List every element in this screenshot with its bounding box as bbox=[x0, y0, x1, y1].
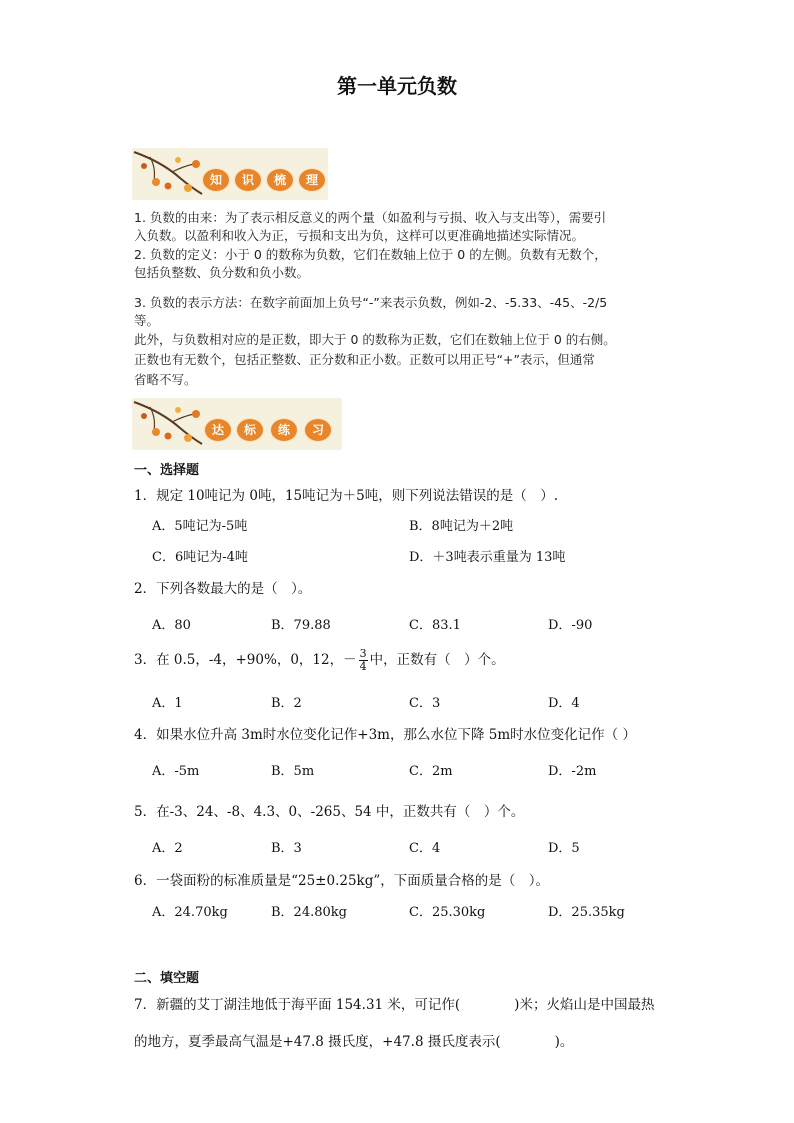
option: A．80 bbox=[152, 618, 191, 633]
option: C．83.1 bbox=[409, 618, 461, 633]
autumn-branch-icon bbox=[132, 398, 252, 450]
banner2-char: 习 bbox=[304, 418, 332, 442]
knowledge-line: 1. 负数的由来：为了表示相反意义的两个量（如盈利与亏损、收入与支出等），需要引 bbox=[134, 210, 607, 225]
practice-banner bbox=[132, 398, 342, 450]
option: B．8吨记为＋2吨 bbox=[409, 519, 514, 534]
knowledge-line: 等。 bbox=[134, 313, 160, 328]
option: B．79.88 bbox=[271, 618, 331, 633]
question-stem: 4．如果水位升高 3m时水位变化记作+3m，那么水位下降 5m时水位变化记作（ ） bbox=[134, 727, 636, 743]
option: A．1 bbox=[152, 696, 183, 711]
banner1-char: 梳 bbox=[266, 168, 294, 192]
fraction bbox=[359, 648, 368, 673]
knowledge-line: 入负数。以盈利和收入为正，亏损和支出为负，这样可以更准确地描述实际情况。 bbox=[134, 228, 585, 243]
option: C．3 bbox=[409, 696, 441, 711]
option: B．3 bbox=[271, 841, 302, 856]
knowledge-line: 此外，与负数相对应的是正数，即大于 0 的数称为正数，它们在数轴上位于 0 的右侧。 bbox=[134, 332, 616, 347]
option: D．5 bbox=[548, 841, 580, 856]
banner2-char: 达 bbox=[204, 418, 232, 442]
option: C．6吨记为-4吨 bbox=[152, 550, 248, 565]
knowledge-banner bbox=[132, 148, 328, 200]
option: B．24.80kg bbox=[271, 905, 347, 920]
option: D．25.35kg bbox=[548, 905, 625, 920]
question-stem: 的地方，夏季最高气温是+47.8 摄氏度，+47.8 摄氏度表示( )。 bbox=[134, 1034, 574, 1050]
fraction-numerator: 3 bbox=[359, 647, 367, 660]
option: C．25.30kg bbox=[409, 905, 486, 920]
section-heading: 二、填空题 bbox=[134, 971, 200, 986]
question-stem: 1．规定 10吨记为 0吨，15吨记为＋5吨，则下列说法错误的是（ ）. bbox=[134, 488, 558, 504]
banner1-char: 识 bbox=[234, 168, 262, 192]
section-heading: 一、选择题 bbox=[134, 463, 200, 478]
option: D．4 bbox=[548, 696, 580, 711]
question-stem-part: 3．在 0.5，-4，+90%，0，12，－ bbox=[134, 652, 357, 668]
option: D．＋3吨表示重量为 13吨 bbox=[409, 550, 566, 565]
option: B．5m bbox=[271, 764, 315, 779]
page-title: 第一单元负数 bbox=[337, 74, 457, 98]
question-stem: 2．下列各数最大的是（ ）。 bbox=[134, 581, 312, 597]
fraction-denominator: 4 bbox=[359, 660, 367, 673]
option: C．2m bbox=[409, 764, 453, 779]
banner1-char: 理 bbox=[298, 168, 326, 192]
question-stem bbox=[134, 648, 505, 673]
option: A．5吨记为-5吨 bbox=[152, 519, 248, 534]
question-stem: 6．一袋面粉的标准质量是“25±0.25kg”，下面质量合格的是（ ）。 bbox=[134, 873, 550, 889]
banner1-char: 知 bbox=[202, 168, 230, 192]
knowledge-line: 3. 负数的表示方法：在数字前面加上负号“-”来表示负数，例如-2、-5.33、-45、-2/5 bbox=[134, 295, 608, 310]
question-stem-part: 中，正数有（ ）个。 bbox=[369, 652, 505, 668]
banner2-char: 标 bbox=[236, 418, 264, 442]
option: D．-90 bbox=[548, 618, 593, 633]
knowledge-line: 省略不写。 bbox=[134, 372, 197, 387]
knowledge-line: 2. 负数的定义：小于 0 的数称为负数，它们在数轴上位于 0 的左侧。负数有无数个， bbox=[134, 247, 607, 262]
autumn-branch-icon bbox=[132, 148, 252, 200]
option: C．4 bbox=[409, 841, 441, 856]
knowledge-line: 包括负整数、负分数和负小数。 bbox=[134, 265, 310, 280]
option: B．2 bbox=[271, 696, 302, 711]
banner2-char: 练 bbox=[270, 418, 298, 442]
question-stem: 7．新疆的艾丁湖洼地低于海平面 154.31 米，可记作( )米；火焰山是中国最热 bbox=[134, 997, 655, 1013]
option: A．2 bbox=[152, 841, 183, 856]
question-stem: 5．在-3、24、-8、4.3、0、-265、54 中，正数共有（ ）个。 bbox=[134, 804, 525, 820]
option: A．24.70kg bbox=[152, 905, 228, 920]
option: A．-5m bbox=[152, 764, 200, 779]
option: D．-2m bbox=[548, 764, 597, 779]
knowledge-line: 正数也有无数个，包括正整数、正分数和正小数。正数可以用正号“+”表示，但通常 bbox=[134, 352, 595, 367]
